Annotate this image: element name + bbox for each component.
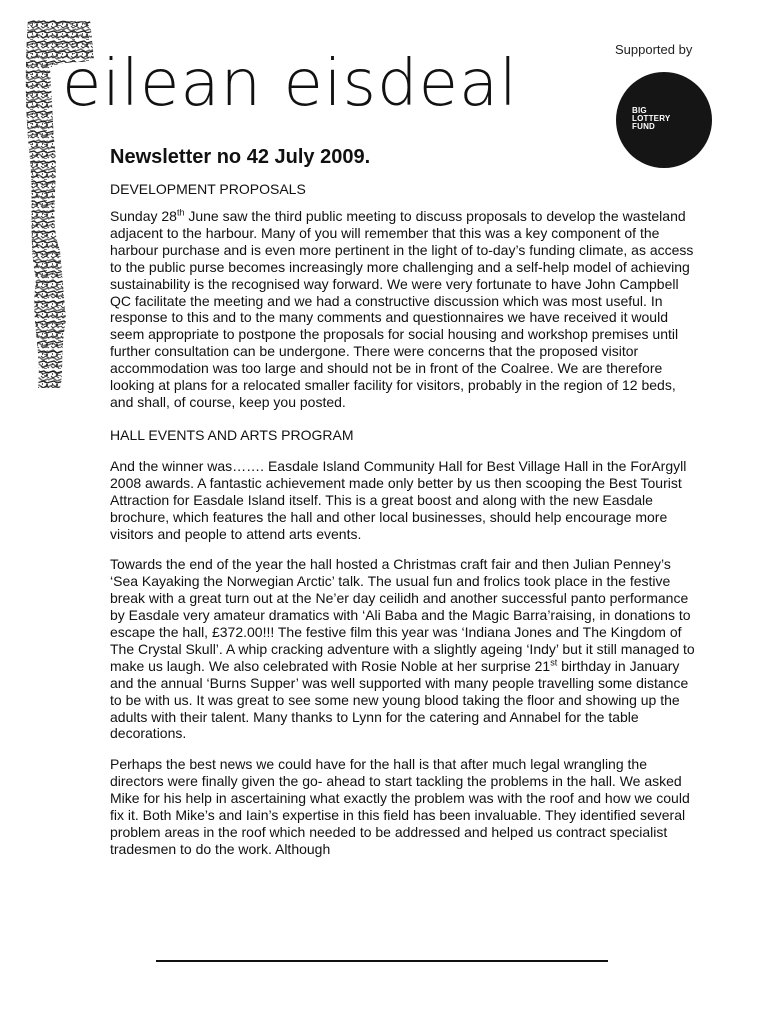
section-heading-hall-events: HALL EVENTS AND ARTS PROGRAM (110, 426, 354, 443)
section-heading-development: DEVELOPMENT PROPOSALS (110, 181, 306, 197)
footer-rule (156, 960, 608, 962)
paragraph-hall-award (110, 458, 700, 543)
paragraph-development-proposals (110, 208, 700, 411)
paragraph-text: And the winner was……. Easdale Island Community Hall for Best Village Hall in the ForArgyll 2008 awards. A fantastic achievement made only better by us then scooping the Best Tourist Attraction for Easdale Island itself. This is a great boost and along with the new Easdale brochure, which features the hall and other local businesses, should help encourage more visitors and people to attend arts events. (110, 457, 687, 542)
paragraph-text: birthday in January and the annual ‘Burns Supper’ was well supported with many people travelling some distance to be with us. It was great to see some new young blood taking the floor and showing up the adults with their talent. Many thanks to Lynn for the catering and Annabel for the table decorations. (110, 657, 689, 742)
masthead-title-area (30, 30, 518, 121)
superscript: st (550, 657, 558, 668)
paragraph-hall-roof (110, 756, 700, 857)
supported-by-label: Supported by (615, 42, 693, 57)
newsletter-title: Newsletter no 42 July 2009. (110, 146, 371, 168)
big-lottery-fund-logo-text: BIG LOTTERY FUND (632, 106, 671, 131)
masthead-title: eilean eisdeal (62, 47, 518, 121)
paragraph-text: Towards the end of the year the hall hosted a Christmas craft fair and then Julian Penney’s ‘Sea Kayaking the Norwegian Arctic’ talk. The usual fun and frolics took place in the festive break with a great turn out at the Ne’er day ceilidh and another successful panto performance by Easdale very amateur dramatics with ‘Ali Baba and the Magic Barra’raising, in donations to escape the hall, £372.00!!! The festive film this year was ‘Indiana Jones and The Kingdom of The Crystal Skull’. A whip cracking adventure with a slightly ageing ‘Indy’ but it still managed to make us laugh. We also celebrated with Rosie Noble at her surprise 21 (110, 556, 695, 674)
paragraph-text: Sunday 28 (110, 208, 177, 224)
superscript: th (176, 207, 185, 218)
paragraph-text: June saw the third public meeting to discuss proposals to develop the wasteland adjacent to the harbour. Many of you will remember that this was a key component of the harbour purchase and is even more pertinent in the light of to-day’s funding climate, as access to the public purse becomes increasingly more challenging and a self-help model of achieving sustainability is the recognised way forward. We were very fortunate to have John Campbell QC facilitate the meeting and we had a constructive discussion which was most useful. In response to this and to the many comments and questionnaires we have received it would seem appropriate to postpone the proposals for social housing and workshop premises until further consultation can be undergone. There were concerns that the proposed visitor accommodation was too large and should not be in front of the Coalree. We are therefore looking at plans for a relocated smaller facility for visitors, probably in the region of 12 beds, and shall, of course, keep you posted. (110, 208, 694, 410)
newsletter-body (110, 144, 700, 858)
paragraph-text: Perhaps the best news we could have for the hall is that after much legal wrangling the directors were finally given the go- ahead to start tackling the problems in the hall. We asked Mike for his help in ascertaining what exactly the problem was with the roof and how we could fix it. Both Mike’s and Iain’s expertise in this field has been invaluable. They identified several problem areas in the roof which needed to be addressed and helped us contract specialist tradesmen to do the work. Although (110, 756, 690, 857)
paragraph-hall-events (110, 556, 700, 742)
